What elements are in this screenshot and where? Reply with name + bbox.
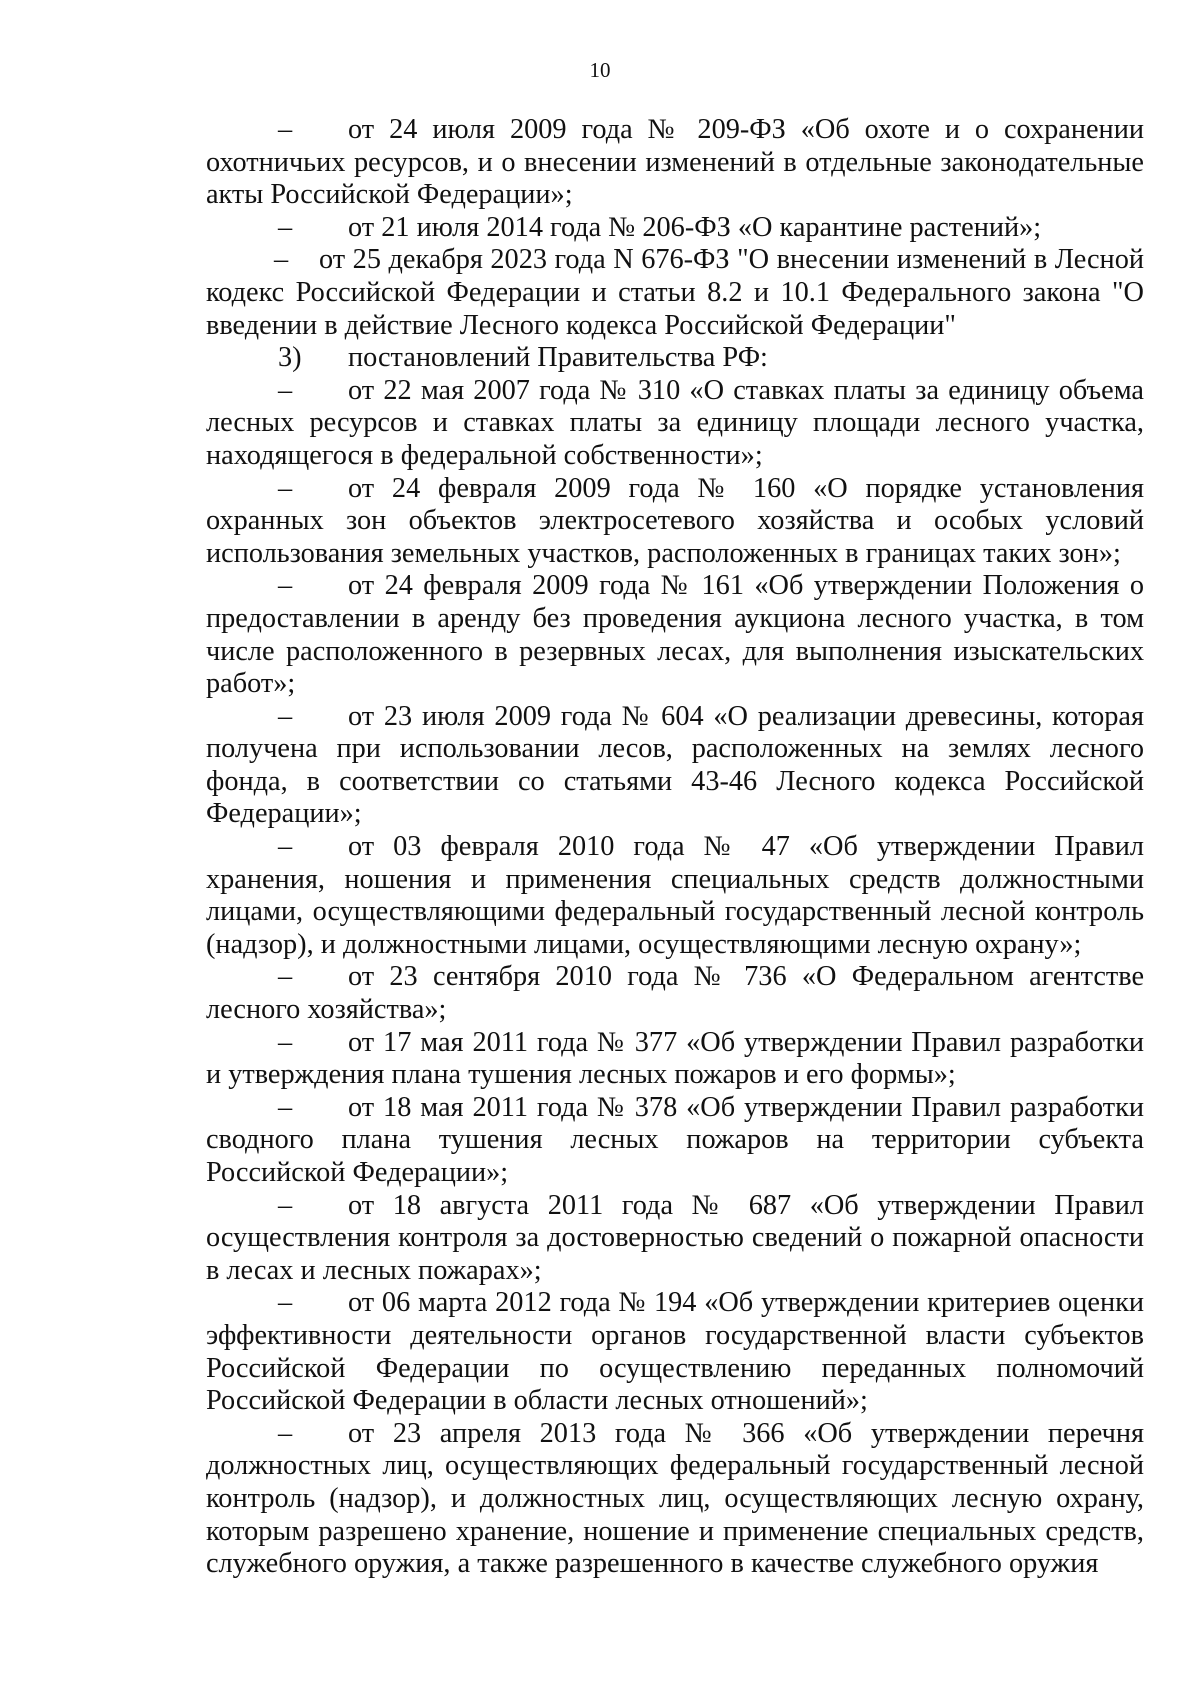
list-item-text: от 03 февраля 2010 года № 47 «Об утверждении Правил хранения, ношения и применения специальных средств должностными лицами, осуществляющими федеральный государственный лесной контроль (надзор), и должностными лицами, осуществляющими лесную охрану»; — [206, 831, 1144, 960]
list-item — [206, 831, 1144, 961]
list-item-text: от 25 декабря 2023 года N 676-ФЗ "О внесении изменений в Лесной кодекс Российской Федерации и статьи 8.2 и 10.1 Федерального закона "О введении в действие Лесного кодекса Российской Федерации" — [206, 244, 1144, 341]
list-item — [206, 1092, 1144, 1190]
list-item — [206, 375, 1144, 473]
page-number: 10 — [589, 58, 611, 82]
list-marker: – — [278, 1091, 293, 1123]
document-body — [206, 114, 1144, 1581]
list-item — [206, 1027, 1144, 1092]
list-item — [206, 1418, 1144, 1581]
list-item-text: от 18 мая 2011 года № 378 «Об утверждении Правил разработки сводного плана тушения лесных пожаров на территории субъекта Российской Федерации»; — [206, 1091, 1144, 1188]
list-marker: 3) — [278, 342, 302, 374]
list-marker: – — [278, 1189, 293, 1221]
list-item-text: от 22 мая 2007 года № 310 «О ставках платы за единицу объема лесных ресурсов и ставках платы за единицу площади лесного участка, находящегося в федеральной собственности»; — [206, 374, 1144, 471]
list-marker: – — [278, 1287, 293, 1319]
list-marker: – — [278, 1417, 293, 1449]
list-marker: – — [274, 244, 289, 276]
list-marker: – — [278, 114, 293, 145]
list-marker: – — [278, 1026, 293, 1058]
list-item — [206, 114, 1144, 212]
list-item-text: от 17 мая 2011 года № 377 «Об утверждении Правил разработки и утверждения плана тушения лесных пожаров и его формы»; — [206, 1026, 1144, 1091]
list-marker: – — [278, 570, 293, 602]
list-marker: – — [278, 472, 293, 504]
list-marker: – — [278, 211, 293, 243]
list-item — [206, 212, 1144, 245]
list-item-text: от 23 сентября 2010 года № 736 «О Федеральном агентстве лесного хозяйства»; — [206, 961, 1144, 1026]
list-item-text: от 23 апреля 2013 года № 366 «Об утверждении перечня должностных лиц, осуществляющих федеральный государственный лесной контроль (надзор), и должностных лиц, осуществляющих лесную охрану, которым разрешено хранение, ношение и применение специальных средств, служебного оружия, а также разрешенного в качестве служебного оружия — [206, 1417, 1144, 1580]
list-item — [206, 570, 1144, 700]
list-marker: – — [278, 961, 293, 993]
list-marker: – — [278, 700, 293, 732]
section-heading — [206, 342, 1144, 375]
list-item — [206, 473, 1144, 571]
list-item-text: от 21 июля 2014 года № 206-ФЗ «О карантине растений»; — [348, 211, 1042, 243]
list-item — [206, 961, 1144, 1026]
list-item-text: от 06 марта 2012 года № 194 «Об утверждении критериев оценки эффективности деятельности органов государственной власти субъектов Российской Федерации по осуществлению переданных полномочий Российской Федерации в области лесных отношений»; — [206, 1287, 1144, 1417]
list-item-text: от 18 августа 2011 года № 687 «Об утверждении Правил осуществления контроля за достоверностью сведений о пожарной опасности в лесах и лесных пожарах»; — [206, 1189, 1144, 1286]
list-item — [206, 1287, 1144, 1417]
list-item-text: от 24 февраля 2009 года № 161 «Об утверждении Положения о предоставлении в аренду без проведения аукциона лесного участка, в том числе расположенного в резервных лесах, для выполнения изыскательских работ»; — [206, 570, 1144, 700]
list-item — [206, 701, 1144, 831]
list-item-text: от 24 февраля 2009 года № 160 «О порядке установления охранных зон объектов электросетевого хозяйства и особых условий использования земельных участков, расположенных в границах таких зон»; — [206, 472, 1144, 569]
list-item-text: от 24 июля 2009 года № 209-ФЗ «Об охоте и о сохранении охотничьих ресурсов, и о внесении изменений в отдельные законодательные акты Российской Федерации»; — [206, 114, 1144, 211]
list-item — [206, 244, 1144, 342]
list-marker: – — [278, 374, 293, 406]
list-marker: – — [278, 831, 293, 863]
list-item-text: от 23 июля 2009 года № 604 «О реализации древесины, которая получена при использовании лесов, расположенных на землях лесного фонда, в соответствии со статьями 43-46 Лесного кодекса Российской Федерации»; — [206, 700, 1144, 830]
section-heading-text: постановлений Правительства РФ: — [348, 342, 768, 374]
list-item — [206, 1190, 1144, 1288]
